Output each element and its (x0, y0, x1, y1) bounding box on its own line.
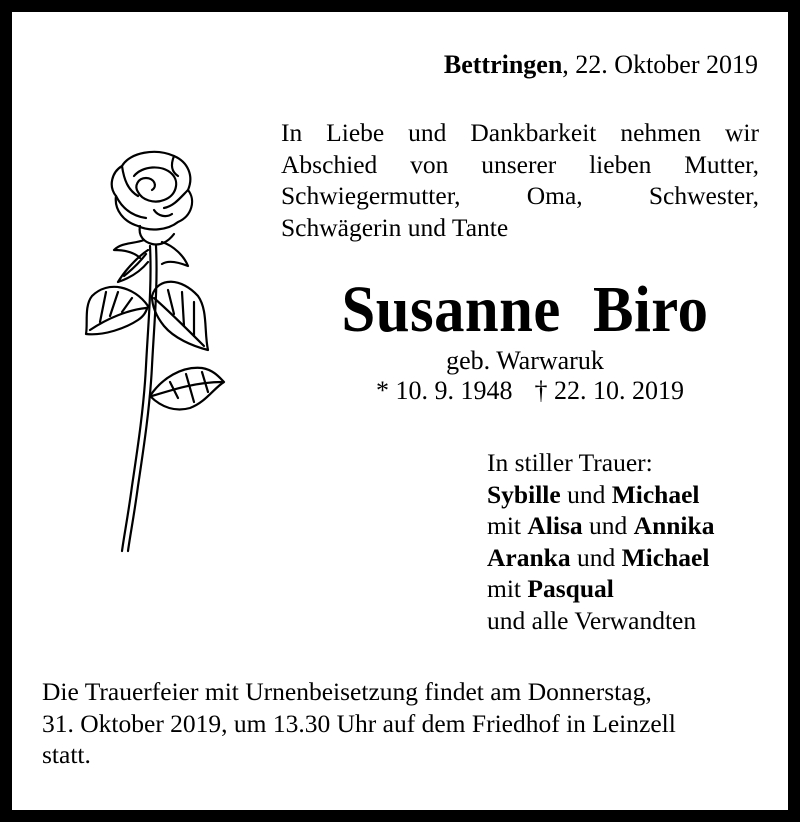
mourners-block (487, 447, 714, 636)
deceased-name: Susanne Biro (341, 273, 709, 346)
mourner-line: Aranka und Michael (487, 542, 710, 572)
mourner-name: Annika (633, 511, 715, 540)
date-text: , 22. Oktober 2019 (562, 50, 758, 79)
funeral-line: statt. (42, 740, 91, 769)
life-dates (280, 376, 780, 406)
funeral-notice (42, 676, 762, 771)
mourner-name: Pasqual (527, 574, 614, 603)
intro-line: Schwägerin und Tante (281, 212, 509, 242)
mourner-name: Alisa (527, 511, 583, 540)
birth-date: * 10. 9. 1948 (376, 376, 513, 405)
funeral-line: 31. Oktober 2019, um 13.30 Uhr auf dem Friedhof in Leinzell (42, 708, 676, 738)
mourner-name: Sybille (487, 479, 561, 509)
mourner-name: Michael (611, 479, 700, 509)
mourners-heading: In stiller Trauer: (487, 448, 653, 477)
mourner-line: mit Pasqual (487, 574, 614, 603)
rose-icon (78, 146, 228, 556)
death-date: † 22. 10. 2019 (534, 376, 684, 405)
mourner-name: Michael (621, 542, 710, 572)
intro-line: Schwiegermutter, Oma, Schwester, (281, 181, 759, 210)
dateline (444, 50, 758, 80)
mourner-line: mit Alisa und Annika (487, 511, 715, 540)
funeral-line: Die Trauerfeier mit Urnenbeisetzung findet am Donnerstag, (42, 677, 652, 706)
mourner-line: Sybille und Michael (487, 479, 700, 509)
mourners-closing: und alle Verwandten (487, 605, 697, 635)
intro-line: In Liebe und Dankbarkeit nehmen wir (281, 118, 759, 147)
mourner-name: Aranka (487, 542, 571, 572)
birth-name: geb. Warwaruk (446, 346, 604, 375)
intro-text (281, 117, 759, 243)
intro-line: Abschied von unserer lieben Mutter, (281, 149, 759, 179)
place-name: Bettringen (443, 50, 563, 79)
